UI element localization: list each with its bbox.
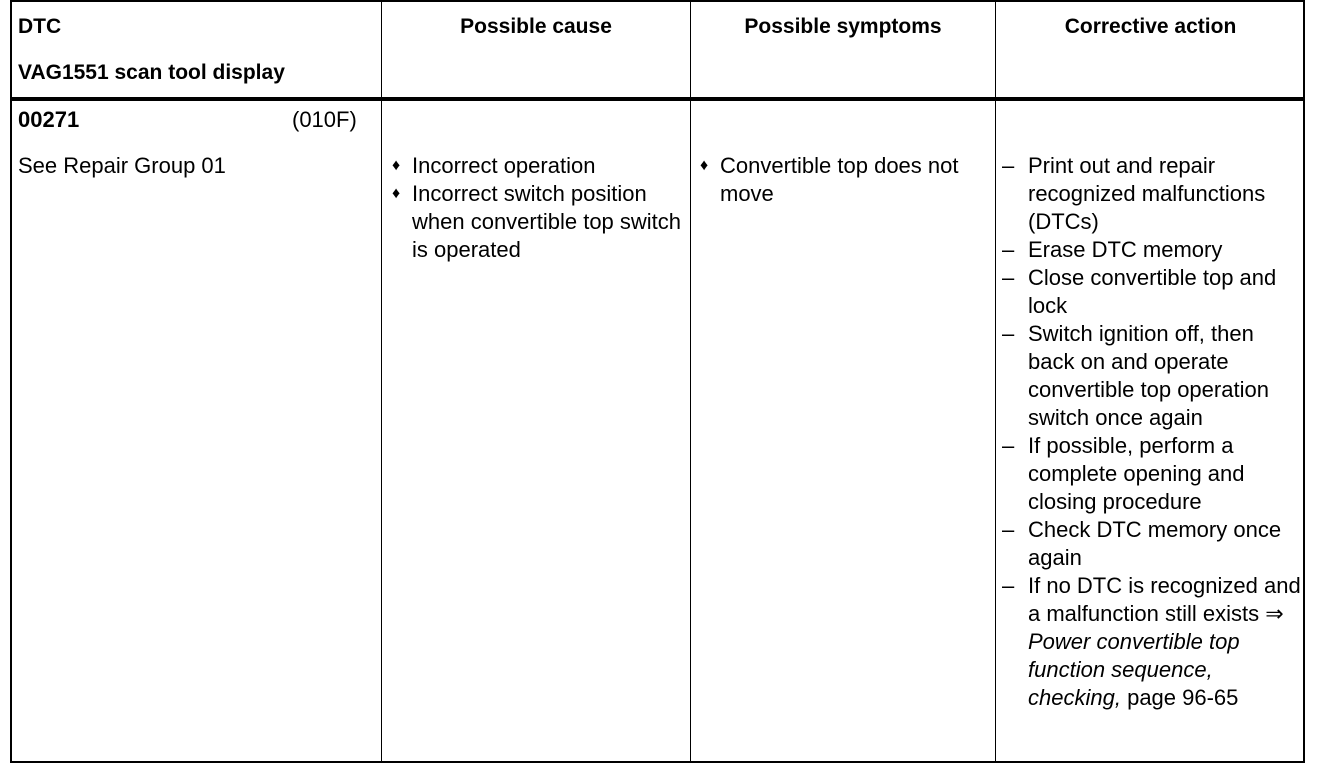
dash-icon: – [1002,265,1015,290]
dash-icon: – [1002,321,1015,346]
header-corrective-action: Corrective action [1064,15,1237,38]
dash-icon: – [1002,237,1015,262]
list-item: – Print out and repair recognized malfunctions (DTCs) [1002,153,1266,234]
symptom-list [698,152,988,208]
action-list [998,152,1302,712]
dash-icon: – [1002,153,1015,178]
header-divider [12,97,1303,101]
list-item: – Close convertible top and lock [1002,265,1277,318]
dtc-hex: (010F) [292,107,357,132]
header-possible-cause: Possible cause [460,15,612,38]
cross-reference-link[interactable]: Power convertible top function sequence, checking, [1028,629,1240,710]
bullet-icon: ♦ [392,157,401,174]
dtc-code: 00271 [18,107,80,132]
list-item: – Switch ignition off, then back on and operate convertible top operation switch once again [1002,321,1269,430]
list-item: ♦ Incorrect operation [392,153,596,178]
list-item: ♦ Convertible top does not move [700,153,959,206]
header-scan-tool-display: VAG1551 scan tool display [18,61,285,84]
dash-icon: – [1002,433,1015,458]
column-divider [995,2,996,761]
dtc-reference: See Repair Group 01 [18,153,226,178]
bullet-icon: ♦ [700,157,709,174]
list-item: – If possible, perform a complete opening and closing procedure [1002,433,1245,514]
column-divider [381,2,382,761]
list-item: ♦ Incorrect switch position when convertible top switch is operated [392,181,682,262]
list-item: – Erase DTC memory [1002,237,1223,262]
column-divider [690,2,691,761]
list-item: – Check DTC memory once again [1002,517,1282,570]
bullet-icon: ♦ [392,185,401,202]
list-item: – If no DTC is recognized and a malfunction still exists ⇒ Power convertible top function sequence, checking, page 96-65 [1002,573,1301,710]
dash-icon: – [1002,573,1015,598]
page-reference: page 96-65 [1127,685,1239,710]
dash-icon: – [1002,517,1015,542]
header-possible-symptoms: Possible symptoms [744,15,942,38]
header-dtc: DTC [18,15,62,38]
cause-list [390,152,682,264]
dtc-table [10,0,1305,763]
